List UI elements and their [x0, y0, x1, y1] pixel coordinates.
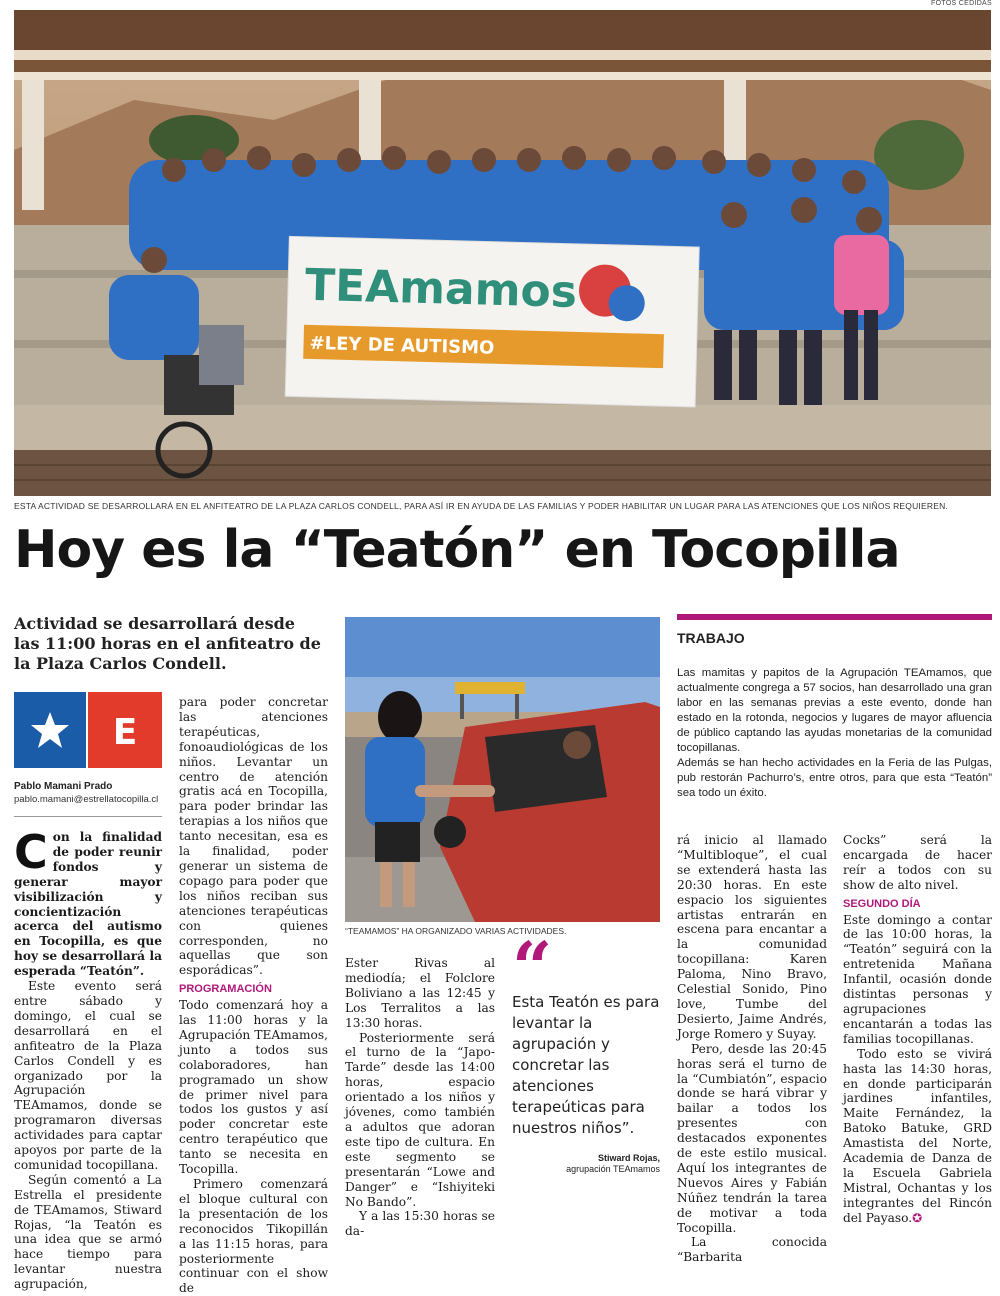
headline: Hoy es la “Teatón” en Tocopilla: [14, 520, 900, 580]
divider: [14, 816, 162, 817]
main-photo: [14, 10, 991, 496]
paragraph: Según comentó a La Estrella el presidente de TEAmamos, Stiward Rojas, “la Teatón es una idea que se armó hace tiempo para levantar nuestra agrupación,: [14, 1172, 162, 1292]
logo-letter: E: [112, 712, 138, 753]
column-3: [345, 956, 495, 1239]
quote-name: Stiward Rojas,: [597, 1153, 660, 1163]
box-title: TRABAJO: [677, 630, 745, 646]
photo-credit: FOTOS CEDIDAS: [931, 0, 992, 7]
newspaper-logo: [14, 692, 162, 768]
paragraph: La conocida “Barbarita: [677, 1235, 827, 1265]
paragraph: [843, 1047, 992, 1226]
author-name: Pablo Mamani Prado: [14, 781, 113, 792]
column-2: [179, 695, 328, 1296]
banner-text-2: #LEY DE AUTISMO: [309, 332, 495, 359]
paragraph: Todo comenzará hoy a las 11:00 horas y la Agrupación TEAmamos, junto a todos sus colaboradores, han programado un show de primer nivel para todos los gustos y así poder concretar este centro terapéutico que tanto se necesita en Tocopilla.: [179, 998, 328, 1177]
pull-quote: Esta Teatón es para levantar la agrupación y concretar las atenciones terapeúticas para nuestros niños”.: [512, 993, 660, 1137]
paragraph: Además se han hecho actividades en la Feria de las Pulgas, pub restorán Pachurro’s, entre otros, para que esta “Teatón” sea todo un éxito.: [677, 757, 992, 799]
subheading-programacion: PROGRAMACIÓN: [179, 983, 272, 996]
dropcap: C: [14, 825, 48, 879]
deck: Actividad se desarrollará desde las 11:00 horas en el anfiteatro de la Plaza Carlos Condell.: [14, 614, 321, 673]
paragraph: Ester Rivas al mediodía; el Folclore Boliviano a las 12:45 y Los Terralitos a las 13:30 horas.: [345, 956, 495, 1030]
subheading-segundo-dia: SEGUNDO DÍA: [843, 897, 921, 910]
paragraph: Este domingo a contar de las 10:00 horas, la “Teatón” seguirá con la entretenida Mañana Infantil, ocasión donde distintas personas y agrupaciones encantarán a todas las familias tocopillanas.: [843, 912, 992, 1046]
paragraph: Pero, desde las 20:45 horas será el turno de la “Cumbiatón”, espacio donde se hará vibrar y bailar a todos los presentes con destacados exponentes de este estilo musical. Aquí los integrantes de Nuevos Aires y Fabián Núñez tendrán la tarea de motivar a toda Tocopilla.: [677, 1041, 827, 1235]
quote-source: [512, 1153, 660, 1175]
paragraph: Primero comenzará el bloque cultural con la presentación de los reconocidos Tikopillán a las 11:15 horas, para posteriormente continuar con el show de: [179, 1177, 328, 1296]
box-body: [677, 666, 992, 801]
column-5: [843, 833, 992, 1226]
main-photo-caption: ESTA ACTIVIDAD SE DESARROLLARÁ EN EL ANFITEATRO DE LA PLAZA CARLOS CONDELL, PARA ASÍ IR EN AYUDA DE LAS FAMILIAS Y PODER HABILITAR UN LUGAR PARA LAS ATENCIONES QUE LOS NIÑOS REQUIEREN.: [14, 501, 948, 511]
paragraph: para poder concretar las atenciones terapéuticas, fonoaudiológicas de los niños. Levantar un centro de atención gratis acá en Tocopilla, para poder brindar las terapias a los niños que tanto necesitan, esa es la finalidad, poder generar un sistema de copago para poder que los niños reciban sus atenciones terapéuticas con quienes corresponden, no aquellas que son esporádicas”.: [179, 695, 328, 978]
quote-mark-icon: “: [512, 926, 553, 1009]
paragraph: Este evento será entre sábado y domingo, el cual se desarrollará en el anfiteatro de la Plaza Carlos Condell y es organizado por la Agrupación TEAmamos, donde se programaron diversas actividades para captar apoyos por parte de la comunidad tocopillana.: [14, 979, 162, 1172]
paragraph: Las mamitas y papitos de la Agrupación TEAmamos, que actualmente congrega a 57 socios, han desarrollado una gran labor en las semanas previas a este evento, donde han estado en la rotonda, negocios y lugares de mayor afluencia de público captando las ayudas monetarias de la comunidad tocopillanas.: [677, 667, 992, 754]
column-4: [677, 833, 827, 1265]
column-1: [14, 825, 162, 1292]
paragraph: rá inicio al llamado “Multibloque”, el cual se extenderá hasta las 20:30 horas. En este espacio los siguientes artistas entrarán en escena para encantar a la comunidad tocopillana: Karen Paloma, Nino Bravo, Celestial Sonido, Pino love, Tumbe del Desierto, Jaime Andrés, Jorge Romero y Suyay.: [677, 833, 827, 1041]
quote-role: agrupación TEAmamos: [566, 1164, 660, 1174]
paragraph: Posteriormente será el turno de la “Japo-Tarde” desde las 14:00 horas, espacio orientado a los niños y jóvenes, como también a adultos que adoran este tipo de cultura. En este segmento se presentarán “Lowe and Danger” e “Ishiyiteki No Bando”.: [345, 1030, 495, 1209]
lead-paragraph: on la finalidad de poder reunir fondos y generar mayor visibilización y concientización acerca del autismo en Tocopilla, es que hoy se desarrollará la esperada “Teatón”.: [14, 830, 162, 979]
secondary-photo-caption: “TEAMAMOS” HA ORGANIZADO VARIAS ACTIVIDADES.: [345, 926, 567, 936]
author-email[interactable]: pablo.mamani@estrellatocopilla.cl: [14, 794, 159, 805]
end-mark-icon: ✪: [912, 1210, 923, 1225]
paragraph: Y a las 15:30 horas se da-: [345, 1209, 495, 1239]
box-accent-bar: [677, 614, 992, 620]
banner-text-1: TEAmamos: [304, 259, 578, 318]
secondary-photo: [345, 617, 660, 922]
paragraph-text: Todo esto se vivirá hasta las 14:30 horas, en donde participarán jardines infantiles, Maite Fernández, la Batoko Batuke, GRD Amastista del Norte, Academia de Danza de la Escuela Gabriela Mistral, Ochantas y los integrantes del Rincón del Payaso.: [843, 1046, 992, 1225]
paragraph: Cocks” será la encargada de hacer reír a todos con su show de alto nivel.: [843, 833, 992, 892]
